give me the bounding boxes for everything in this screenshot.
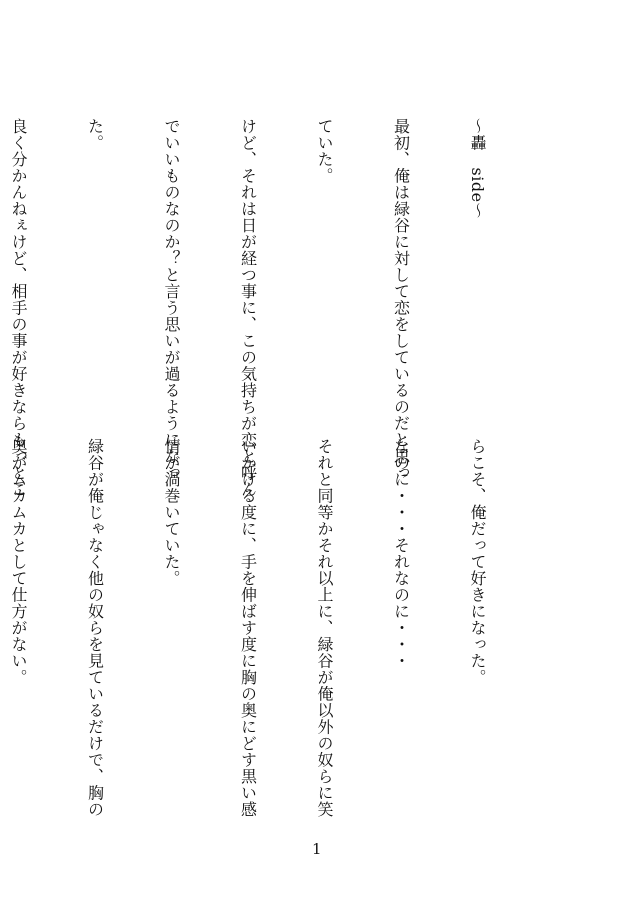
text-line: 情が渦巻いていた。 — [162, 438, 181, 587]
text-line: 奥がムカムカとして仕方がない。 — [9, 438, 28, 686]
bottom-text-block — [0, 438, 541, 818]
page-number: 1 — [312, 840, 322, 858]
text-line: けど、それは日が経つ事に、この気持ちが恋と呼ん — [238, 118, 258, 498]
text-line: 良く分かんねぇけど、相手の事が好きならもっとこ — [9, 118, 28, 498]
text-line: 最初、俺は緑谷に対して恋をしているのだと思っ — [391, 118, 411, 481]
text-line: 緑谷が俺じゃなく他の奴らを見ているだけで、胸の — [85, 438, 105, 818]
text-line: ていた。 — [315, 118, 334, 184]
section-title: ～轟 side～ — [468, 118, 487, 220]
text-line: それと同等かそれ以上に、緑谷が俺以外の奴らに笑 — [315, 438, 334, 818]
text-line: でいいものなのか？と言う思いが過るようになっ — [162, 118, 181, 481]
text-line: なのに・・・それなのに・・・ — [391, 438, 411, 669]
text-line: た。 — [85, 118, 105, 151]
top-text-block — [0, 118, 541, 498]
text-line: いかける度に、手を伸ばす度に胸の奥にどす黒い感 — [238, 438, 258, 818]
text-line: らこそ、俺だって好きになった。 — [468, 438, 487, 686]
